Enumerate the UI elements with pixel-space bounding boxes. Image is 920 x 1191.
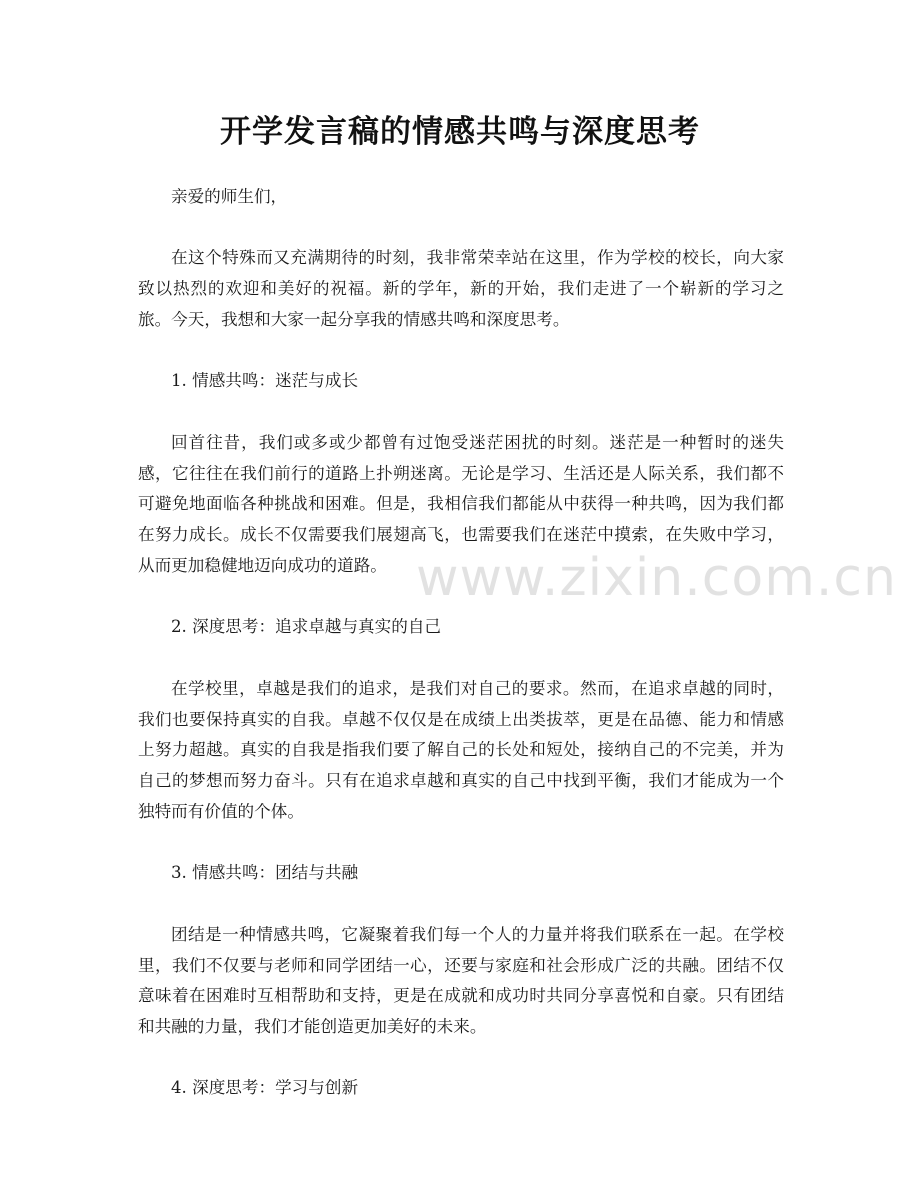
section-body-1: 回首往昔，我们或多或少都曾有过饱受迷茫困扰的时刻。迷茫是一种暂时的迷失感，它往往在我们前行的道路上扑朔迷离。无论是学习、生活还是人际关系，我们都不可避免地面临各种挑战和困难。但是，我相信我们都能从中获得一种共鸣，因为我们都在努力成长。成长不仅需要我们展翅高飞，也需要我们在迷茫中摸索，在失败中学习，从而更加稳健地迈向成功的道路。: [138, 432, 784, 575]
section-heading-1: 1. 情感共鸣：迷茫与成长: [171, 371, 359, 391]
section-body-3: 团结是一种情感共鸣，它凝聚着我们每一个人的力量并将我们联系在一起。在学校里，我们不仅要与老师和同学团结一心，还要与家庭和社会形成广泛的共融。团结不仅意味着在困难时互相帮助和支持，更是在成就和成功时共同分享喜悦和自豪。只有团结和共融的力量，我们才能创造更加美好的未来。: [138, 924, 784, 1037]
section-heading-2: 2. 深度思考：追求卓越与真实的自己: [171, 617, 442, 637]
intro-paragraph: 在这个特殊而又充满期待的时刻，我非常荣幸站在这里，作为学校的校长，向大家致以热烈的欢迎和美好的祝福。新的学年，新的开始，我们走进了一个崭新的学习之旅。今天，我想和大家一起分享我的情感共鸣和深度思考。: [138, 248, 784, 329]
greeting: 亲爱的师生们，: [171, 187, 288, 206]
page-title: 开学发言稿的情感共鸣与深度思考: [220, 114, 700, 150]
section-heading-3: 3. 情感共鸣：团结与共融: [171, 863, 359, 883]
section-body-2: 在学校里，卓越是我们的追求，是我们对自己的要求。然而，在追求卓越的同时，我们也要保持真实的自我。卓越不仅仅是在成绩上出类拔萃，更是在品德、能力和情感上努力超越。真实的自我是指我们要了解自己的长处和短处，接纳自己的不完美，并为自己的梦想而努力奋斗。只有在追求卓越和真实的自己中找到平衡，我们才能成为一个独特而有价值的个体。: [138, 678, 784, 821]
section-heading-4: 4. 深度思考：学习与创新: [171, 1078, 359, 1098]
watermark: www.zixin.com.cn: [416, 548, 897, 608]
document-body: [138, 182, 784, 1135]
